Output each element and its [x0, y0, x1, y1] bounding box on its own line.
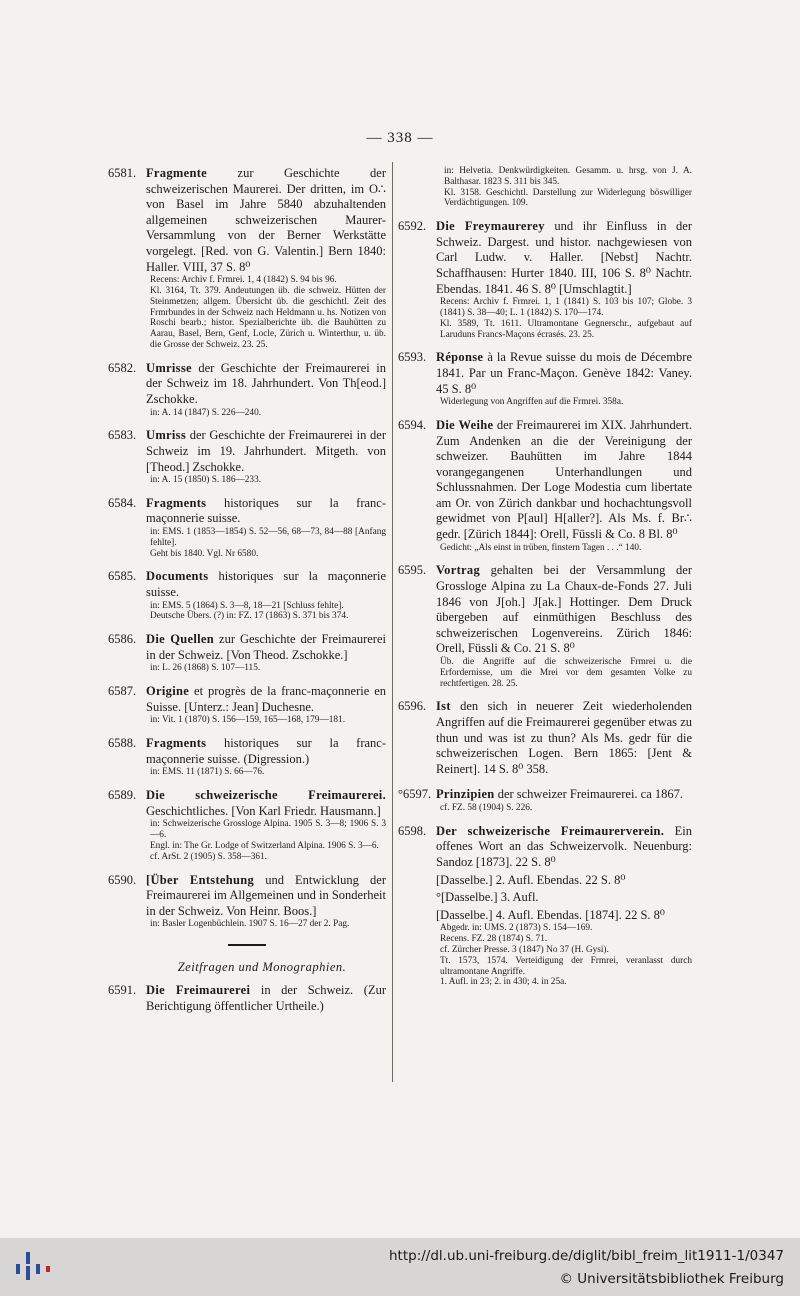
bibliography-entry	[108, 569, 386, 622]
bibliography-entry	[108, 496, 386, 560]
entry-number: 6588.	[108, 736, 137, 751]
entry-body	[146, 983, 386, 1014]
bibliography-entry	[108, 428, 386, 486]
column-divider	[392, 162, 393, 1082]
section-rule	[228, 944, 266, 946]
entry-text: in der Schweiz. (Zur Berichtigung öffentlicher Urtheile.)	[146, 983, 386, 1013]
entry-note: Recens: Archiv f. Frmrei. 1, 4 (1842) S. 94 bis 96.	[150, 275, 337, 286]
entry-note: Geht bis 1840. Vgl. Nr 6580.	[150, 548, 259, 559]
entry-body	[146, 873, 386, 931]
entry-number: 6582.	[108, 360, 137, 375]
entry-text: Ein offenes Wort an das Schweizervolk. Neuenburg: Sandoz [1873]. 22 S. 8⁰	[436, 823, 692, 869]
entry-number: 6592.	[398, 219, 427, 234]
bibliography-entry	[108, 788, 386, 862]
entry-edition: [Dasselbe.] 4. Aufl. Ebendas. [1874]. 22 S. 8⁰	[436, 907, 665, 922]
entry-number: 6583.	[108, 428, 137, 443]
continued-notes	[440, 166, 692, 209]
entry-note: in: EMS. 1 (1853—1854) S. 52—56, 68—73, 84—88 [Anfang fehlte].	[150, 527, 386, 548]
bibliography-entry	[398, 787, 692, 813]
entry-text: Geschichtliches. [Von Karl Friedr. Hausmann.]	[146, 803, 381, 818]
entry-body	[436, 563, 692, 689]
bibliography-entry	[108, 632, 386, 674]
entry-note: in: Schweizerische Grossloge Alpina. 1905 S. 3—8; 1906 S. 3—6.	[150, 819, 386, 841]
entry-number: 6581.	[108, 166, 137, 180]
note: Kl. 3158. Geschichtl. Darstellung zur Widerlegung böswilliger Verdächtigungen. 109.	[444, 187, 692, 209]
page-number: — 338 —	[366, 130, 434, 146]
entry-lead: Fragments	[146, 736, 207, 751]
entry-number: 6587.	[108, 684, 137, 699]
entry-text: à la Revue suisse du mois de Décembre 1841. Par un Franc-Maçon. Genève 1842: Vaney. 45 S. 8⁰	[436, 350, 692, 396]
entry-lead: Der schweizerische Freimaurerverein.	[436, 823, 665, 838]
entry-lead: Die Quellen	[146, 632, 215, 647]
copyright-text: © Universitätsbibliothek Freiburg	[559, 1271, 784, 1287]
entry-note: in: EMS. 5 (1864) S. 3—8, 18—21 [Schluss fehlte].	[150, 600, 344, 611]
bibliography-entry	[108, 983, 386, 1014]
entry-lead: Prinzipien	[436, 787, 495, 802]
entry-number: 6589.	[108, 788, 137, 803]
entry-number: 6590.	[108, 872, 137, 887]
entry-note: in: EMS. 11 (1871) S. 66—76.	[150, 767, 265, 778]
entry-text: zur Geschichte der Freimaurerei in der Schweiz. [Von Theod. Zschokke.]	[146, 632, 386, 662]
entry-note: 1. Aufl. in 23; 2. in 430; 4. in 25a.	[440, 977, 567, 988]
bibliography-entry	[398, 699, 692, 777]
entry-text: gehalten bei der Versammlung der Grossloge Alpina zu La Chaux-de-Fonds 27. Juli 1846 von J[oh.] J[ak.] Hottinger. Dem Druck übergeben auf einmüthigen Beschluss des schweizerischen Logenvereins. Zürich 1846: Orell, Füssli & Co. 21 S. 8⁰	[436, 563, 692, 656]
entry-body	[146, 788, 386, 862]
bibliography-entry	[108, 873, 386, 931]
library-logo-icon	[12, 1248, 52, 1288]
entry-number: 6594.	[398, 417, 427, 432]
entry-lead: Die Freymaurerey	[436, 219, 545, 234]
entry-text: und Entwicklung der Freimaurerei im Allgemeinen und in Sonderheit in der Schweiz. Von Heinr. Boos.]	[146, 872, 387, 918]
entry-note: cf. ArSt. 2 (1905) S. 358—361.	[150, 851, 267, 862]
entry-note: Gedicht: „Als einst in trüben, finstern Tagen . . .“ 140.	[440, 542, 642, 553]
source-url-link[interactable]: http://dl.ub.uni-freiburg.de/diglit/bibl_freim_lit1911-1/0347	[388, 1248, 784, 1264]
entry-body	[146, 166, 386, 351]
entry-lead: Documents	[146, 569, 209, 584]
entry-lead: Umriss	[146, 428, 186, 443]
entry-lead: Ist	[436, 699, 451, 714]
entry-note: Deutsche Übers. (?) in: FZ. 17 (1863) S. 371 bis 374.	[150, 611, 349, 622]
entry-body	[146, 569, 386, 622]
entry-body	[146, 684, 386, 726]
note: in: Helvetia. Denkwürdigkeiten. Gesamm. u. hrsg. von J. A. Balthasar. 1823 S. 311 bis 345.	[444, 166, 692, 187]
entry-lead: Die schweizerische Freimaurerei.	[146, 788, 386, 803]
entry-edition: [Dasselbe.] 2. Aufl. Ebendas. 22 S. 8⁰	[436, 872, 626, 887]
bibliography-entry	[398, 824, 692, 988]
entry-lead: Umrisse	[146, 360, 192, 375]
entry-number: 6593.	[398, 350, 427, 365]
entry-lead: Fragmente	[146, 166, 208, 180]
entry-lead: [Über Entstehung	[146, 872, 255, 887]
entry-number: 6595.	[398, 563, 427, 578]
entry-lead: Réponse	[436, 350, 484, 365]
entry-note: Tt. 1573, 1574. Verteidigung der Frmrei, veranlasst durch ultramontane Angriffe.	[440, 955, 692, 977]
entry-number: 6584.	[108, 495, 137, 510]
entry-edition: °[Dasselbe.] 3. Aufl.	[436, 890, 539, 905]
entry-number: 6591.	[108, 983, 137, 998]
entry-note: in: L. 26 (1868) S. 107—115.	[150, 663, 261, 674]
entry-lead: Die Weihe	[436, 417, 494, 432]
entry-note: cf. Zürcher Presse. 3 (1847) No 37 (H. Gysi).	[440, 944, 609, 955]
entry-body	[436, 824, 692, 988]
left-entries	[108, 166, 386, 930]
entry-text: den sich in neuerer Zeit wiederholenden Angriffen auf die Freimaurerei gegenüber etwas zu thun und was ist zu thun? Als Ms. gedr für die schweizerischen Logen. Bern 1865: [Jent & Reinert]. 14 S. 8⁰ 358.	[436, 699, 692, 776]
bibliography-entry	[398, 563, 692, 689]
entry-body	[436, 787, 692, 813]
entry-body	[146, 632, 386, 674]
bibliography-entry	[108, 361, 386, 419]
entry-body	[436, 350, 692, 408]
entry-text: der Geschichte der Freimaurerei in der Schweiz im 18. Jahrhundert. Von Th[eod.] Zschokke.	[146, 360, 386, 406]
entry-text: historiques sur la franc-maçonnerie suisse.	[146, 495, 386, 526]
entry-note: Widerlegung von Angriffen auf die Frmrei. 358a.	[440, 397, 624, 408]
entry-text: zur Geschichte der schweizerischen Maurerei. Der dritten, im O∴ von Basel im Jahre 5840 abzuhaltenden allgemeinen schweizerischen Maurer-Versammlung von der Berner Werkstätte vorgelegt. [Red. von G. Valentin.] Bern 1840: Haller. VIII, 37 S. 8⁰	[146, 166, 387, 274]
entry-note: in: Basler Logenbüchlein. 1907 S. 16—27 der 2. Pag.	[150, 919, 350, 930]
entry-note: Engl. in: The Gr. Lodge of Switzerland Alpina. 1906 S. 3—6.	[150, 840, 379, 851]
entry-body	[436, 219, 692, 340]
entry-body	[436, 418, 692, 554]
entry-note: cf. FZ. 58 (1904) S. 226.	[440, 802, 533, 813]
entry-body	[436, 699, 692, 777]
bibliography-entry	[108, 684, 386, 726]
entry-text: der Freimaurerei im XIX. Jahrhundert. Zum Andenken an die der Vereinigung der schweizer. Bauhütten im Jahre 1844 vorangegangenen Unterhandlungen und Schlussnahmen. Der Loge Modestia cum libertate am Or. von Zürich dankbar und hochachtungsvoll gewidmet von P[aul] H[aller?]. Als Ms. f. Br∴ gedr. [Zürich 1844]: Orell, Füssli & Co. 8 Bl. 8⁰	[436, 417, 693, 542]
left-column	[108, 166, 386, 1024]
entry-note: Kl. 3164, Tt. 379. Andeutungen üb. die schweiz. Hütten der Steinmetzen; allgem. Übersicht üb. die geschichtl. Zeit des Frmrbundes in der Schweiz nach Heldmann u. hs. Notizen von Roschi bearb.; histor. Spezialberichte üb. die Bauhütten zu Aarau, Basel, Bern, Genf, Locle, Zürich u. Winterthur, u. üb. die Grosse der Schweiz. 23. 25.	[150, 285, 386, 350]
entry-note: Kl. 3589, Tt. 1611. Ultramontane Gegnerschr., aufgebaut auf Laruduns Francs-Maçons écrasés. 23. 25.	[440, 318, 692, 340]
entry-note: Abgedr. in: UMS. 2 (1873) S. 154—169.	[440, 923, 593, 934]
footer-bar	[0, 1238, 800, 1296]
bibliography-entry	[108, 736, 386, 778]
entry-note: Recens: Archiv f. Frmrei. 1, 1 (1841) S. 103 bis 107; Globe. 3 (1841) S. 38—40; L. 1 (1842) S. 170—174.	[440, 297, 692, 318]
entry-body	[146, 361, 386, 419]
entry-body	[146, 496, 386, 560]
bibliography-entry	[398, 350, 692, 408]
entry-text: historiques sur la franc-maçonnerie suisse. (Digression.)	[146, 736, 386, 766]
entry-body	[146, 428, 386, 486]
entry-note: in: A. 14 (1847) S. 226—240.	[150, 407, 262, 418]
continued-entry	[398, 166, 692, 209]
entry-note: Recens. FZ. 28 (1874) S. 71.	[440, 934, 548, 945]
entry-text: et progrès de la franc-maçonnerie en Suisse. [Unterz.: Jean] Duchesne.	[146, 684, 387, 714]
entry-lead: Die Freimaurerei	[146, 983, 251, 998]
entry-text: der Geschichte der Freimaurerei in der Schweiz im 19. Jahrhundert. Mitgeth. von [Theod.] Zschokke.	[146, 428, 386, 474]
entry-note: in: Vit. 1 (1870) S. 156—159, 165—168, 179—181.	[150, 715, 346, 726]
bibliography-entry	[108, 166, 386, 351]
section-title: Zeitfragen und Monographien.	[177, 960, 347, 975]
entry-text: der schweizer Freimaurerei. ca 1867.	[497, 787, 684, 802]
bibliography-entry	[398, 418, 692, 554]
entry-lead: Origine	[146, 684, 190, 699]
right-entries	[398, 219, 692, 988]
entry-number: 6585.	[108, 569, 137, 584]
entry-number: 6598.	[398, 823, 427, 838]
entry-lead: Fragments	[146, 495, 207, 510]
entry-body	[146, 736, 386, 778]
right-column	[398, 166, 692, 998]
entry-note: in: A. 15 (1850) S. 186—233.	[150, 475, 262, 486]
entry-lead: Vortrag	[436, 563, 480, 578]
entry-number: 6596.	[398, 699, 427, 714]
bibliography-entry	[398, 219, 692, 340]
entry-text: und ihr Einfluss in der Schweiz. Dargest. und histor. nachgewiesen von Carl Ludw. v. Haller. [Nebst] Nachtr. Schaffhausen: Hurter 1840. III, 106 S. 8⁰ Nachtr. Ebendas. 1841. 46 S. 8⁰ [Umschlagtit.]	[436, 219, 693, 296]
entry-number: 6586.	[108, 632, 137, 647]
entry-number: °6597.	[398, 787, 432, 802]
entry-text: historiques sur la maçonnerie suisse.	[146, 569, 386, 600]
entry-note: Üb. die Angriffe auf die schweizerische Frmrei u. die Erfordernisse, um die Mrei vor dem gesamten Volke zu rechtfertigen. 28. 25.	[440, 657, 692, 689]
